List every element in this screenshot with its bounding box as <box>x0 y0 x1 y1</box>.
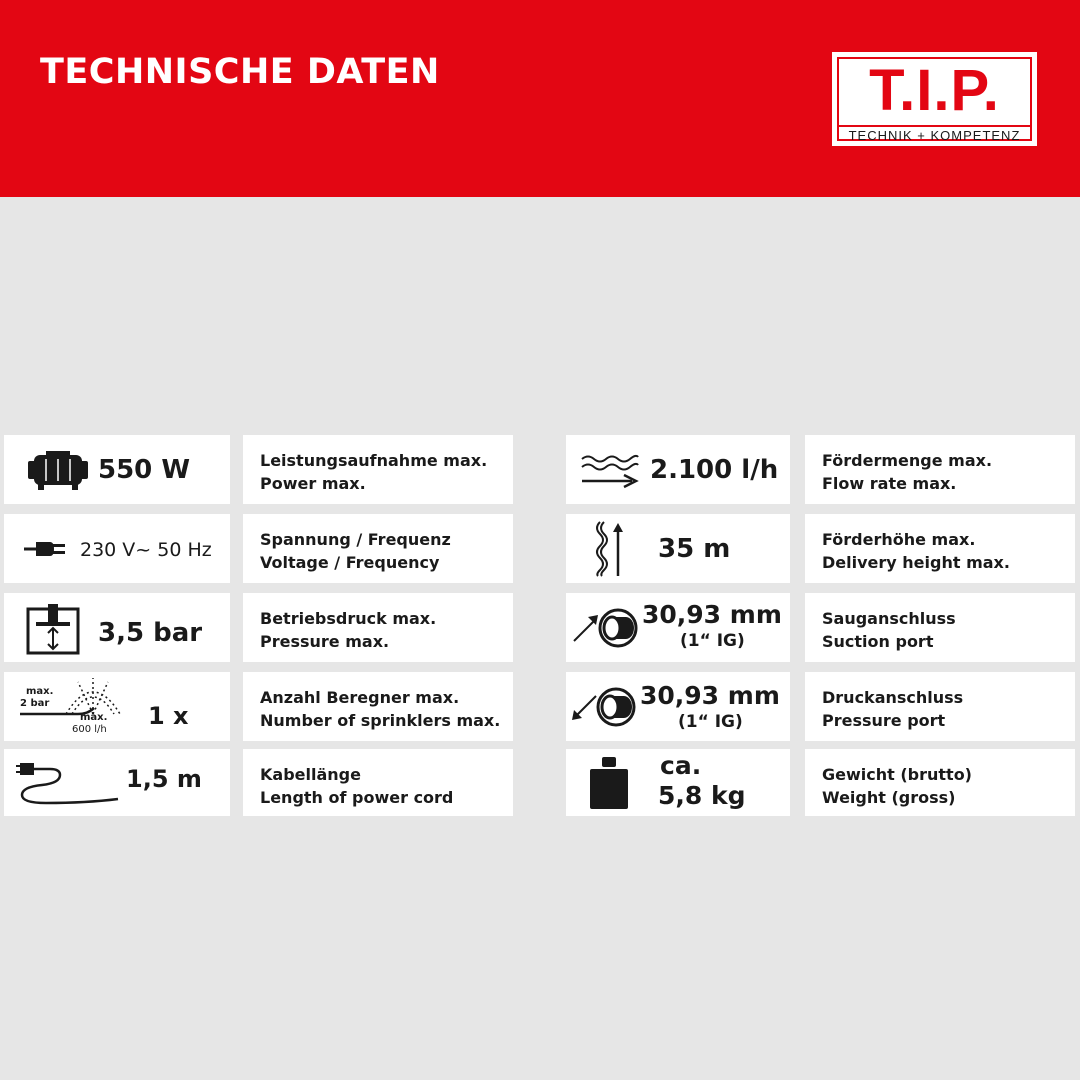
spec-suction-value: 30,93 mm <box>642 600 782 629</box>
spec-sprinklers-label-box <box>243 672 513 741</box>
motor-icon <box>26 451 90 491</box>
spec-weight-value-box <box>566 749 790 816</box>
spec-power-value-box <box>4 435 230 504</box>
spec-sprinklers-value: 1 x <box>148 702 189 730</box>
spec-flow-value: 2.100 l/h <box>650 455 779 485</box>
spec-flow-label-en: Flow rate max. <box>822 474 957 493</box>
logo-wordmark: T.I.P. <box>869 58 1000 123</box>
spec-height-label-box <box>805 514 1075 583</box>
brand-logo <box>832 52 1037 146</box>
spec-cord-value: 1,5 m <box>126 765 202 793</box>
pressure-port-icon <box>570 682 642 732</box>
spec-voltage-label-en: Voltage / Frequency <box>260 553 440 572</box>
spec-power-label-en: Power max. <box>260 474 366 493</box>
spec-pressureport-value-box <box>566 672 790 741</box>
spec-sprinklers-value-box <box>4 672 230 741</box>
spec-pressure-value: 3,5 bar <box>98 618 203 648</box>
spec-pressureport-label-en: Pressure port <box>822 711 946 730</box>
spec-pressureport-value-thread: (1“ IG) <box>678 712 743 732</box>
spec-pressure-label-box <box>243 593 513 662</box>
spec-power-value: 550 W <box>98 455 191 485</box>
spec-height-label-en: Delivery height max. <box>822 553 1010 572</box>
spec-weight-value: 5,8 kg <box>658 781 746 810</box>
sprinkler-max-flow-label: max. <box>80 712 108 723</box>
plug-icon <box>24 540 66 558</box>
spec-cord-label-en: Length of power cord <box>260 788 454 807</box>
spec-suction-label-de: Sauganschluss <box>822 609 956 628</box>
spec-cord-label-de: Kabellänge <box>260 765 361 784</box>
spec-cord-value-box <box>4 749 230 816</box>
spec-pressure-value-box <box>4 593 230 662</box>
page-title: TECHNISCHE DATEN <box>40 52 440 92</box>
spec-pressure-label-de: Betriebsdruck max. <box>260 609 437 628</box>
spec-suction-label-en: Suction port <box>822 632 934 651</box>
spec-pressureport-value: 30,93 mm <box>640 681 780 710</box>
logo-tagline: TECHNIK + KOMPETENZ <box>848 128 1021 143</box>
spec-power-label-box <box>243 435 513 504</box>
flow-rate-icon <box>580 453 640 489</box>
spec-cord-label-box <box>243 749 513 816</box>
spec-voltage-value-box <box>4 514 230 583</box>
spec-weight-value-prefix: ca. <box>660 751 702 780</box>
spec-height-value-box <box>566 514 790 583</box>
spec-power-label-de: Leistungsaufnahme max. <box>260 451 488 470</box>
spec-sprinklers-label-en: Number of sprinklers max. <box>260 711 501 730</box>
header-banner <box>0 0 1080 197</box>
spec-voltage-label-box <box>243 514 513 583</box>
spec-flow-label-de: Fördermenge max. <box>822 451 993 470</box>
power-cord-icon <box>16 755 120 809</box>
spec-sprinklers-label-de: Anzahl Beregner max. <box>260 688 460 707</box>
sprinkler-max-pressure-label: max. <box>26 686 54 697</box>
spec-weight-label-en: Weight (gross) <box>822 788 956 807</box>
suction-port-icon <box>572 603 642 653</box>
spec-suction-value-thread: (1“ IG) <box>680 631 745 651</box>
spec-suction-value-box <box>566 593 790 662</box>
delivery-height-icon <box>592 520 626 578</box>
spec-height-value: 35 m <box>658 534 731 564</box>
sprinkler-pressure-value: 2 bar <box>20 698 50 709</box>
spec-voltage-value: 230 V~ 50 Hz <box>80 539 212 561</box>
spec-pressure-label-en: Pressure max. <box>260 632 390 651</box>
spec-voltage-label-de: Spannung / Frequenz <box>260 530 451 549</box>
spec-pressureport-label-de: Druckanschluss <box>822 688 964 707</box>
weight-icon <box>588 755 630 811</box>
spec-height-label-de: Förderhöhe max. <box>822 530 976 549</box>
sprinkler-flow-value: 600 l/h <box>72 724 107 735</box>
spec-weight-label-de: Gewicht (brutto) <box>822 765 972 784</box>
spec-pressureport-label-box <box>805 672 1075 741</box>
spec-suction-label-box <box>805 593 1075 662</box>
spec-weight-label-box <box>805 749 1075 816</box>
spec-flow-label-box <box>805 435 1075 504</box>
spec-flow-value-box <box>566 435 790 504</box>
pressure-gauge-icon <box>26 603 80 655</box>
